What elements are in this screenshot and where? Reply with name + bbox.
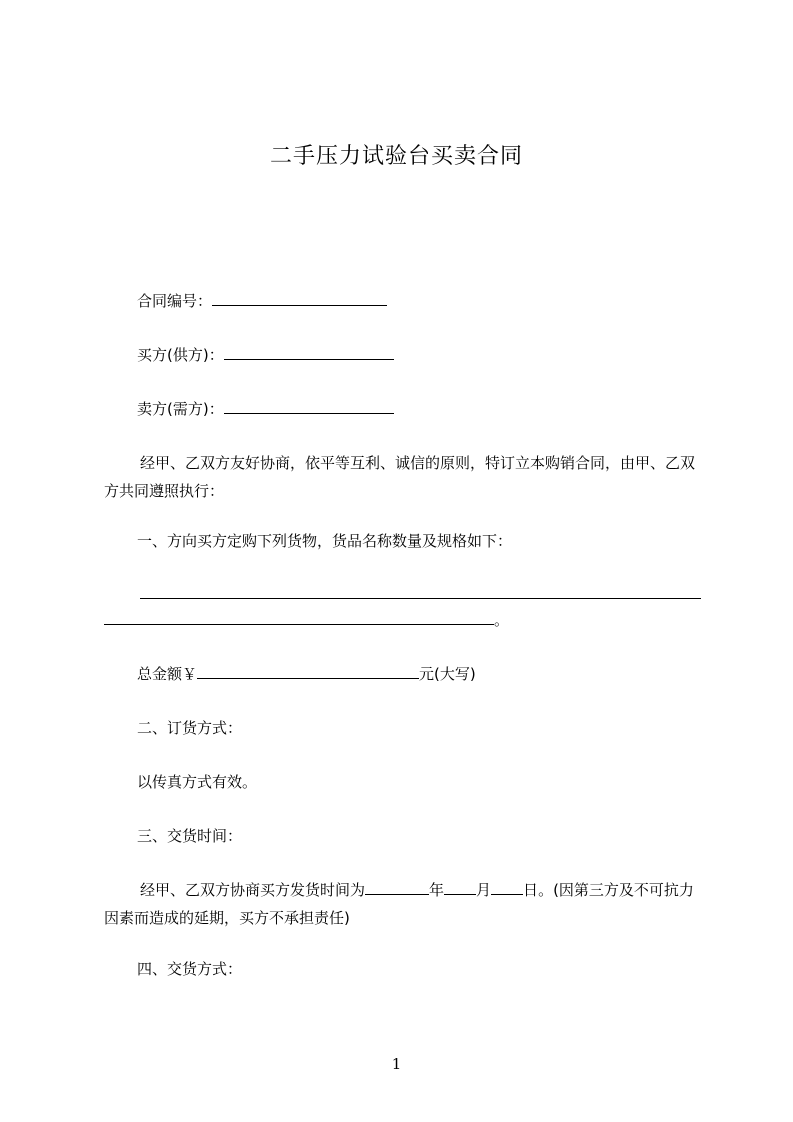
total-amount-label: 总金额￥: [137, 665, 198, 683]
day-label: 日: [523, 881, 539, 899]
seller-line: [137, 398, 394, 420]
delivery-text-2: 。(因第三方及不可抗力因素而造成的延期，买方不承担责任): [104, 881, 694, 927]
total-amount-suffix: 元(大写): [419, 665, 476, 683]
month-label: 月: [476, 881, 492, 899]
buyer-label: 买方(供方)：: [137, 346, 224, 364]
goods-blank-2: [104, 609, 494, 625]
goods-blank-line-2: [104, 609, 509, 631]
month-blank: [444, 879, 476, 895]
contract-number-line: [137, 290, 387, 312]
section-3-heading: 三、交货时间：: [137, 827, 243, 845]
year-label: 年: [429, 881, 445, 899]
seller-blank: [224, 398, 394, 414]
goods-blank-line-1: [140, 598, 701, 599]
total-amount-blank: [197, 663, 419, 679]
delivery-paragraph: [104, 876, 704, 932]
contract-number-label: 合同编号：: [137, 292, 213, 310]
intro-text: 经甲、乙双方友好协商，依平等互利、诚信的原则，特订立本购销合同，由甲、乙双方共同遵照执行：: [104, 454, 696, 500]
total-amount-line: [137, 663, 476, 685]
year-blank: [365, 879, 429, 895]
document-title: 二手压力试验台买卖合同: [269, 144, 523, 169]
section-4-heading: 四、交货方式：: [137, 960, 243, 978]
buyer-line: [137, 344, 394, 366]
seller-label: 卖方(需方)：: [137, 400, 224, 418]
order-method-text: 以传真方式有效。: [137, 773, 258, 791]
buyer-blank: [224, 344, 394, 360]
intro-paragraph: [104, 449, 704, 505]
delivery-text-1: 经甲、乙双方协商买方发货时间为: [140, 881, 366, 899]
goods-end-mark: 。: [494, 611, 510, 629]
day-blank: [491, 879, 523, 895]
contract-number-blank: [212, 290, 387, 306]
section-2-heading: 二、订货方式：: [137, 719, 243, 737]
section-1-heading: 一、方向买方定购下列货物，货品名称数量及规格如下：: [137, 532, 513, 550]
page-number: 1: [391, 1055, 402, 1073]
